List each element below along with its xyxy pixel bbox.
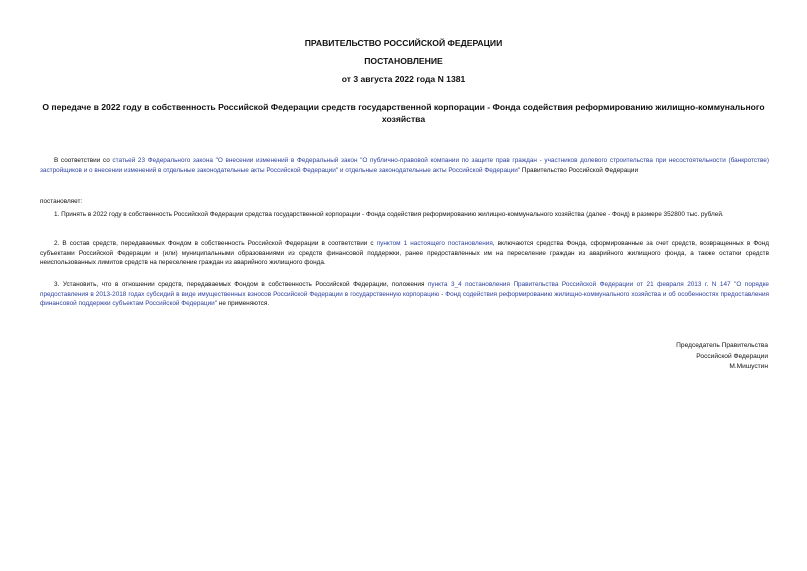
- resolution-147-link[interactable]: пункта 3_4 постановления Правительства Российской Федерации от 21 февраля 2013 г. N 147 "О порядке предоставления в 2013-2018 годах субсидий в виде имущественных взносов Российской Федерации в государственную корпорацию - Фонд содействия реформированию жилищно-коммунального хозяйства и об особенностях предоставления финансовой поддержки субъектам Российской Федерации": [40, 281, 769, 308]
- signature-block: [676, 341, 768, 373]
- federal-law-link[interactable]: статьей 23 Федерального закона "О внесении изменений в Федеральный закон "О публично-правовой компании по защите прав граждан - участников долевого строительства при несостоятельности (банкротстве) застройщиков и о внесении изменений в отдельные законодательные акты Российской Федерации" и отдельные законодательные акты Российской Федерации": [40, 157, 769, 174]
- signature-position: Председатель Правительства: [676, 342, 768, 349]
- signature-name: М.Мишустин: [729, 363, 768, 370]
- item-3-text-end: не применяются.: [217, 300, 270, 308]
- document-title: О передаче в 2022 году в собственность Российской Федерации средств государственной корпорации - Фонда содействия реформированию жилищно-коммунального хозяйства: [42, 102, 765, 124]
- preamble-text-start: В соответствии со: [54, 157, 113, 164]
- signature-organization: Российской Федерации: [696, 352, 768, 360]
- item-1-reference-link[interactable]: пунктом 1 настоящего постановления: [376, 240, 493, 247]
- document-type: ПОСТАНОВЛЕНИЕ: [364, 56, 443, 66]
- preamble-paragraph: [40, 156, 769, 175]
- item-2-text-start: 2. В состав средств, передаваемых Фондом в собственность Российской Федерации в соответствии с: [54, 240, 377, 247]
- item-2-text-end: , включаются средства Фонда, сформированные за счет средств, возвращенных в Фонд субъектами Российской Федерации и (или) муниципальными образованиями из средств финансовой поддержки, ранее предоставленных им на переселение граждан из аварийного жилищного фонда, а также остатки средств неиспользованных лимитов средств на переселение граждан из аварийного жилищного фонда.: [40, 240, 769, 267]
- preamble-text-end: Правительство Российской Федерации: [520, 166, 639, 174]
- item-3-paragraph: [40, 280, 769, 309]
- government-heading: ПРАВИТЕЛЬСТВО РОССИЙСКОЙ ФЕДЕРАЦИИ: [304, 38, 503, 48]
- item-2-paragraph: [40, 239, 769, 268]
- resolves-line: постановляет:: [40, 198, 83, 205]
- item-1-paragraph: 1. Принять в 2022 году в собственность Российской Федерации средства государственной корпорации - Фонда содействия реформированию жилищно-коммунального хозяйства (далее - Фонд) в размере 352800 тыс. рублей.: [54, 211, 724, 218]
- document-date-number: от 3 августа 2022 года N 1381: [341, 74, 466, 84]
- item-3-text-start: 3. Установить, что в отношении средств, передаваемых Фондом в собственность Российской Федерации, положения: [54, 281, 428, 288]
